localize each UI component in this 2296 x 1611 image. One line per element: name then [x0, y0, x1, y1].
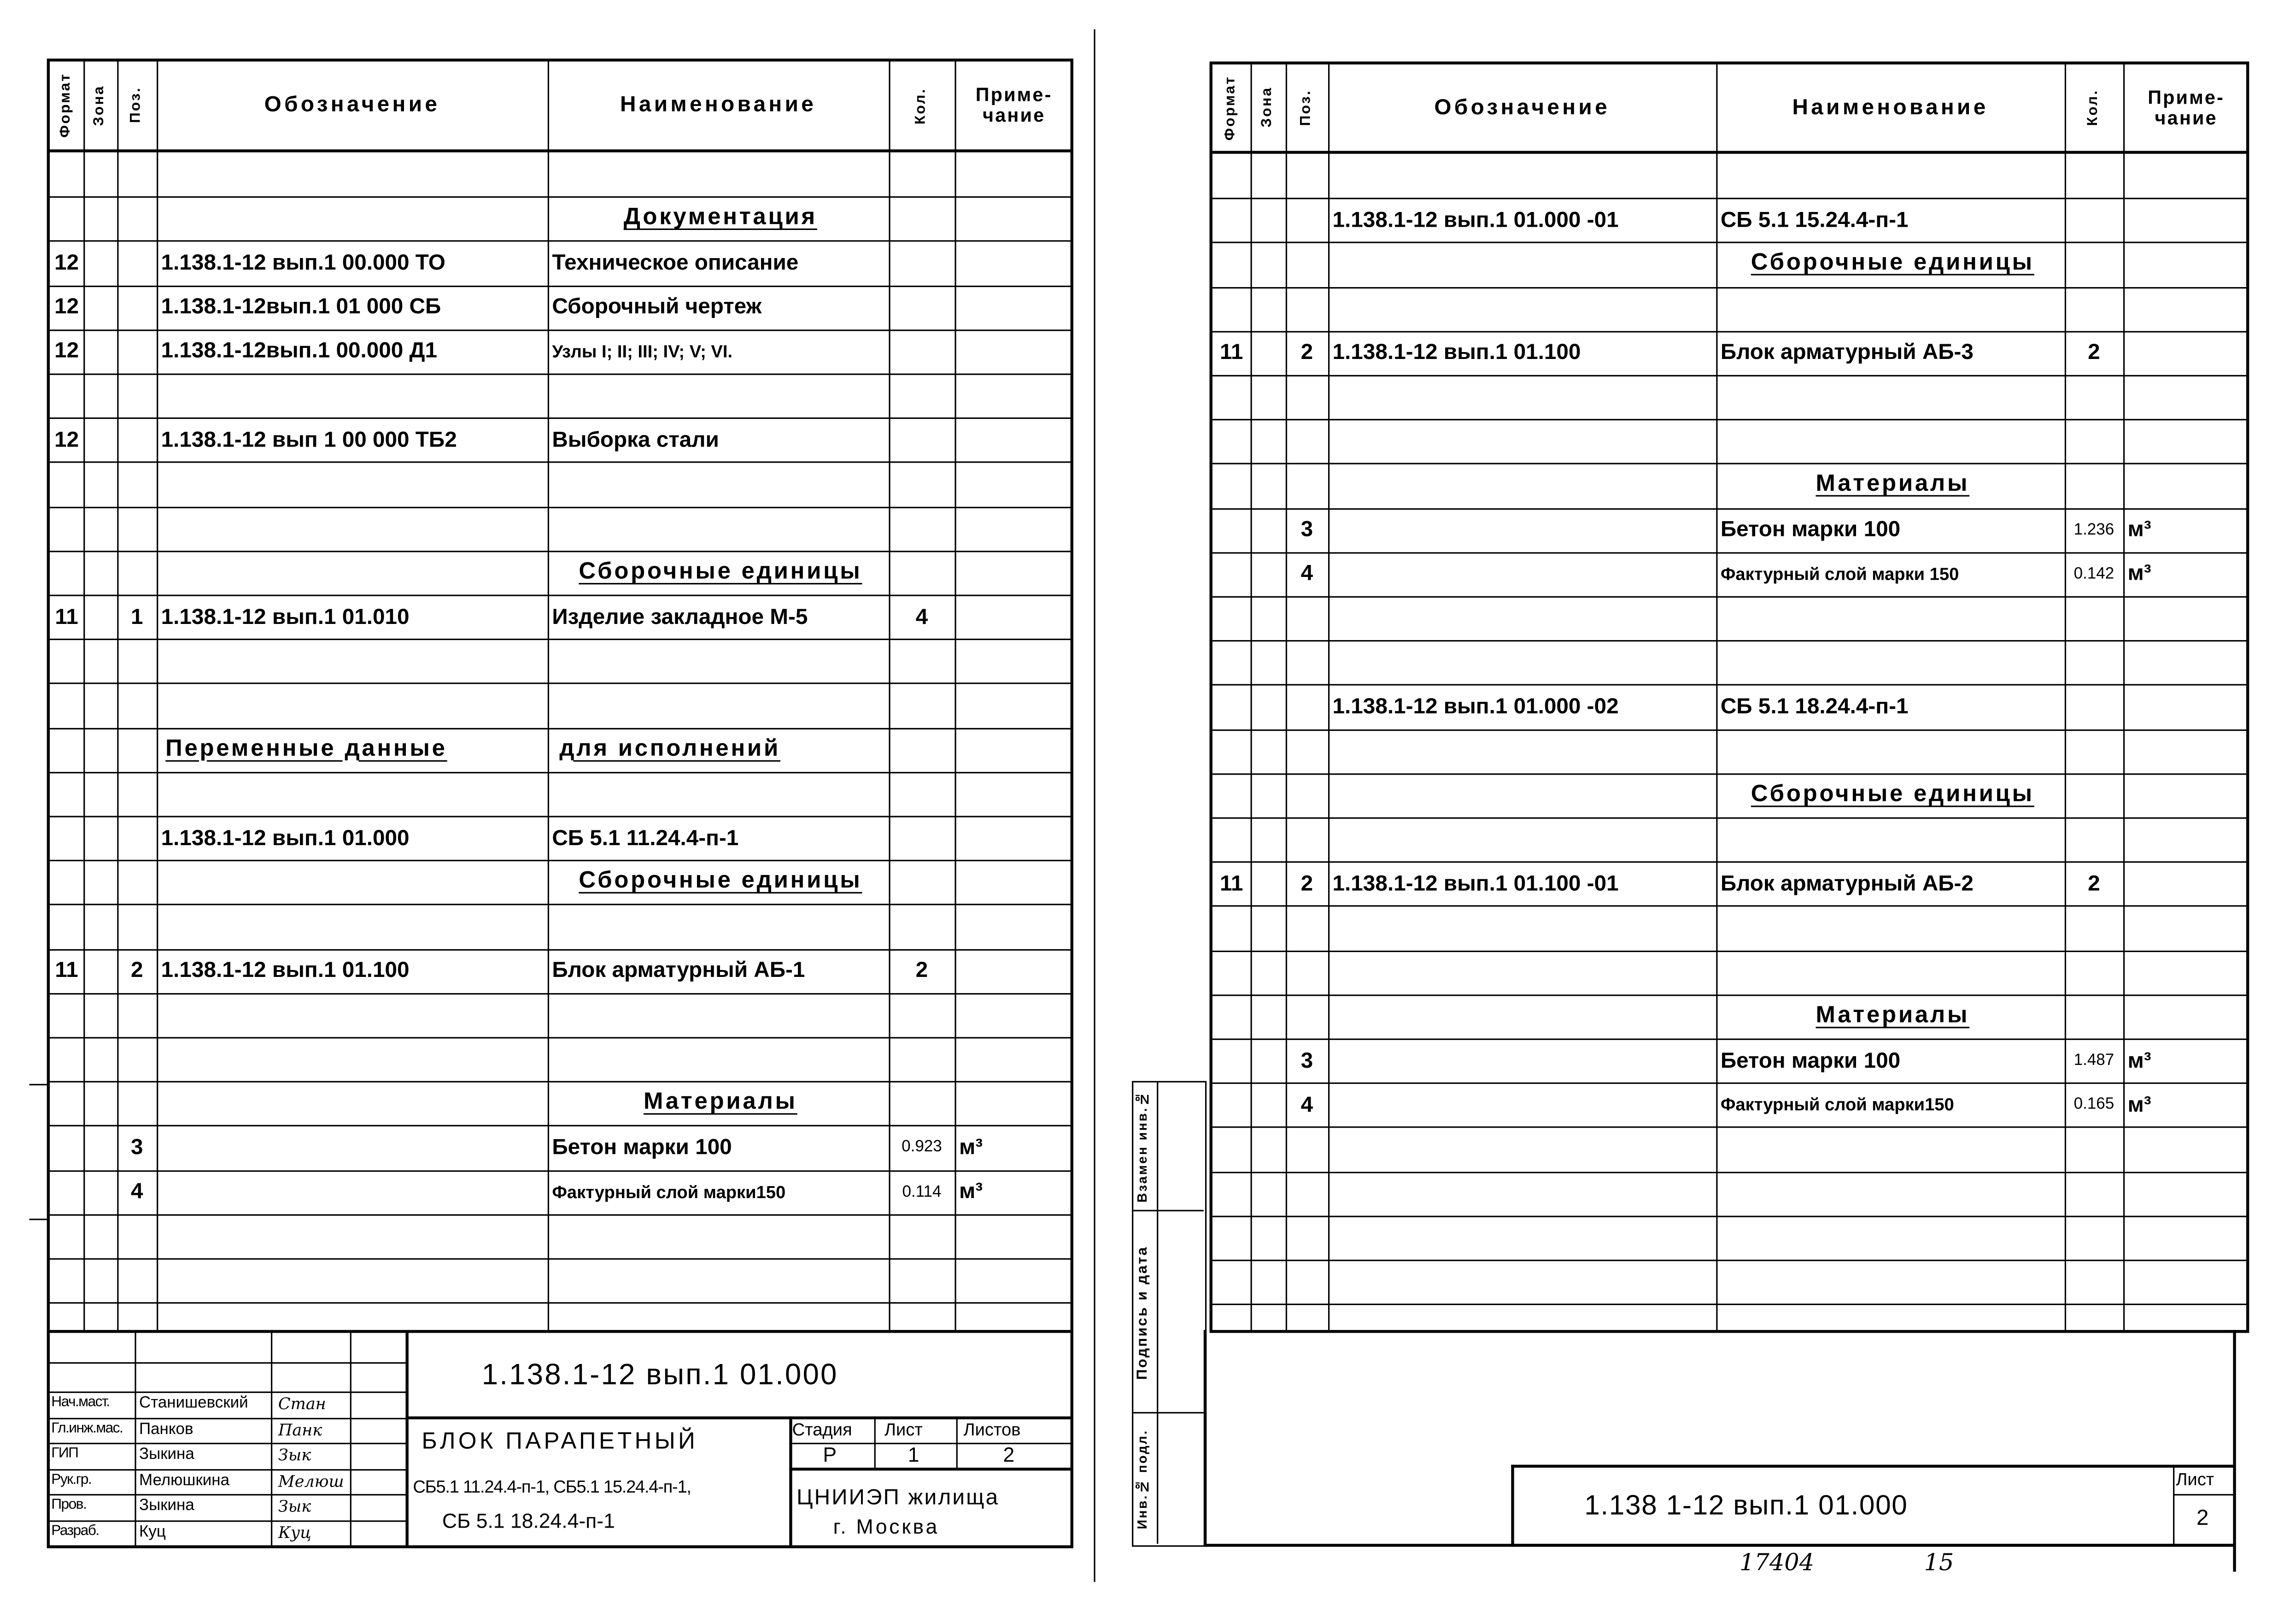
header-zone: Зона — [91, 85, 108, 126]
center-divider — [1094, 29, 1095, 1582]
cell-qty: 0.114 — [902, 1183, 942, 1201]
cell-name: Фактурный слой марки150 — [552, 1182, 786, 1202]
header-pos: Поз. — [128, 87, 145, 124]
signature-row — [50, 1469, 405, 1494]
cell-pos: 4 — [1300, 1092, 1313, 1117]
table-row — [50, 1170, 1073, 1214]
header-qty: Кол. — [913, 87, 929, 124]
cell-qty: 0.165 — [2073, 1096, 2114, 1114]
cell-note: м³ — [2127, 1048, 2151, 1073]
role-label: Пров. — [51, 1497, 87, 1513]
cell-name: Сборочные единицы — [579, 869, 862, 894]
cell-pos: 1 — [130, 604, 143, 629]
row-divider — [1212, 950, 2246, 952]
cell-name: Материалы — [1816, 1003, 1970, 1029]
table-row — [50, 1081, 1073, 1125]
person-name: Зыкина — [139, 1497, 194, 1515]
table-row — [1212, 508, 2249, 552]
row-divider — [1212, 1304, 2246, 1305]
table-row — [1212, 1039, 2249, 1083]
header-qty: Кол. — [2085, 89, 2102, 126]
role-label: ГИП — [51, 1446, 78, 1462]
row-divider — [1212, 906, 2246, 907]
divider — [956, 1417, 958, 1468]
signature-row — [50, 1392, 405, 1417]
row-divider — [50, 771, 1070, 773]
row-divider — [50, 904, 1070, 905]
header-note: Приме- чание — [2148, 85, 2225, 129]
cell-designation: 1.138.1-12вып.1 00.000 Д1 — [161, 339, 438, 364]
signature-row — [50, 1520, 405, 1546]
cell-name: Выборка стали — [552, 427, 719, 453]
header-designation: Обозначение — [1434, 94, 1610, 120]
cell-qty: 2 — [2088, 340, 2100, 365]
right-specification-table — [1210, 62, 2249, 1333]
row-divider — [1212, 287, 2246, 288]
cell-name: Блок арматурный АБ-3 — [1720, 340, 1974, 365]
cell-name: Сборочные единицы — [1751, 782, 2034, 807]
cell-format: 12 — [54, 339, 79, 364]
header-note: Приме- чание — [975, 83, 1053, 126]
row-divider — [1212, 375, 2246, 376]
person-name: Куц — [139, 1523, 166, 1540]
cell-name: Сборочный чертеж — [552, 294, 762, 320]
cell-pos: 3 — [1300, 517, 1313, 542]
cell-pos: 4 — [130, 1179, 143, 1205]
row-divider — [50, 462, 1070, 464]
cell-pos: 2 — [130, 958, 143, 983]
cell-qty: 0.923 — [902, 1139, 942, 1157]
cell-qty: 4 — [915, 604, 928, 629]
cell-pos: 2 — [1300, 340, 1313, 365]
row-divider — [50, 1362, 405, 1364]
header-pos: Поз. — [1298, 89, 1314, 126]
signature-date-label: Подпись и дата — [1135, 1245, 1151, 1380]
table-row — [50, 948, 1073, 993]
cell-qty: 1.487 — [2073, 1052, 2114, 1070]
sheets-value: 2 — [1003, 1442, 1015, 1466]
table-header — [1212, 65, 2246, 154]
signatures-grid — [50, 1333, 405, 1546]
document-code: 1.138.1-12 вып.1 01.000 — [481, 1359, 838, 1392]
divider — [789, 1468, 1072, 1470]
cell-name: Фактурный слой марки150 — [1720, 1094, 1954, 1115]
row-divider — [50, 374, 1070, 375]
signature: Зык — [278, 1446, 311, 1465]
cell-designation: 1.138.1-12 вып.1 01.010 — [161, 604, 410, 629]
cell-name: для исполнений — [559, 736, 780, 761]
margin-tick — [29, 1219, 47, 1220]
table-row — [1212, 994, 2249, 1039]
row-divider — [1212, 1260, 2246, 1261]
archive-number: 17404 — [1740, 1548, 1814, 1576]
cell-qty: 0.142 — [2073, 565, 2114, 583]
table-row — [1212, 198, 2249, 242]
signature-row — [50, 1443, 405, 1469]
header-format: Формат — [58, 73, 74, 138]
stamp-sheet-value: 2 — [2196, 1505, 2209, 1531]
page-number: 15 — [1924, 1548, 1954, 1576]
cell-name: Узлы I; II; III; IV; V; VI. — [552, 341, 733, 362]
organization-name: ЦНИИЭП жилища — [797, 1485, 1000, 1511]
cell-note: м³ — [2127, 517, 2151, 542]
cell-name: Изделие закладное М-5 — [552, 604, 808, 629]
table-row — [50, 1125, 1073, 1170]
signature: Зык — [278, 1497, 311, 1516]
cell-name: Бетон марки 100 — [552, 1135, 732, 1160]
row-divider — [50, 683, 1070, 684]
person-name: Зыкина — [139, 1446, 194, 1464]
cell-name: Блок арматурный АБ-2 — [1720, 871, 1974, 896]
table-row — [1212, 773, 2249, 817]
stage-value: Р — [823, 1442, 837, 1466]
row-divider — [1212, 596, 2246, 598]
cell-note: м³ — [2127, 561, 2151, 587]
replace-inv-label: Взамен инв.№ — [1135, 1091, 1150, 1203]
signature: Мелюш — [278, 1471, 344, 1491]
cell-format: 11 — [55, 958, 78, 983]
cell-format: 12 — [54, 427, 79, 453]
row-divider — [1212, 641, 2246, 642]
header-name: Наименование — [1792, 94, 1989, 120]
person-name: Панков — [139, 1420, 193, 1438]
table-row — [1212, 685, 2249, 729]
table-row — [1212, 331, 2249, 375]
table-row — [50, 197, 1073, 241]
cell-name: Бетон марки 100 — [1720, 517, 1901, 542]
cell-name: Фактурный слой марки 150 — [1720, 564, 1959, 584]
person-name: Мелюшкина — [139, 1471, 230, 1489]
right-stamp — [1511, 1465, 2234, 1547]
row-divider — [50, 993, 1070, 994]
role-label: Разраб. — [51, 1523, 99, 1539]
left-title-block — [47, 1330, 1073, 1548]
cell-pos: 3 — [1300, 1048, 1313, 1073]
signature-row — [50, 1417, 405, 1443]
cell-designation: 1.138.1-12 вып.1 01.100 — [1332, 340, 1581, 365]
row-divider — [1212, 1171, 2246, 1173]
cell-format: 11 — [1219, 340, 1243, 365]
table-row — [50, 329, 1073, 374]
stamp-sheet-label: Лист — [2176, 1469, 2214, 1490]
header-zone: Зона — [1259, 87, 1276, 129]
stage-label: Стадия — [792, 1419, 852, 1440]
sheet-value: 1 — [908, 1442, 920, 1466]
cell-name: СБ 5.1 11.24.4-п-1 — [552, 825, 739, 851]
cell-name: Сборочные единицы — [579, 559, 862, 584]
table-row — [1212, 1083, 2249, 1127]
person-name: Станишевский — [139, 1394, 248, 1412]
sheet-label: Лист — [884, 1419, 923, 1440]
row-divider — [50, 639, 1070, 640]
cell-pos: 4 — [1300, 561, 1313, 587]
cell-name: Материалы — [643, 1090, 797, 1115]
cell-name: СБ 5.1 18.24.4-п-1 — [1720, 694, 1909, 719]
left-specification-table — [47, 59, 1073, 1548]
cell-name: Материалы — [1816, 472, 1970, 498]
cell-designation: 1.138.1-12 вып.1 01.100 — [161, 958, 410, 983]
cell-name: Блок арматурный АБ-1 — [552, 958, 805, 983]
table-row — [1212, 552, 2249, 596]
row-divider — [1212, 1127, 2246, 1129]
row-divider — [50, 506, 1070, 508]
header-format: Формат — [1223, 75, 1239, 141]
table-row — [50, 816, 1073, 860]
table-row — [1212, 242, 2249, 287]
row-divider — [1212, 729, 2246, 730]
margin-tick — [29, 1084, 47, 1085]
table-row — [1212, 464, 2249, 508]
role-label: Рук.гр. — [51, 1471, 92, 1488]
row-divider — [1212, 1216, 2246, 1217]
cell-name: Сборочные единицы — [1751, 251, 2034, 276]
row-divider — [50, 1214, 1070, 1215]
table-row — [50, 551, 1073, 595]
cell-designation: 1.138.1-12 вып 1 00 000 ТБ2 — [161, 427, 457, 453]
cell-designation: 1.138.1-12 вып.1 01.000 -02 — [1332, 694, 1619, 719]
cell-qty: 2 — [915, 958, 928, 983]
cell-designation: 1.138.1-12 вып.1 01.100 -01 — [1332, 871, 1619, 896]
cell-designation: Переменные данные — [165, 736, 447, 761]
cell-format: 12 — [54, 294, 79, 320]
side-strip — [1132, 1081, 1207, 1547]
table-row — [50, 860, 1073, 904]
cell-pos: 3 — [130, 1135, 143, 1160]
row-divider — [1212, 419, 2246, 421]
row-divider — [50, 1258, 1070, 1259]
cell-qty: 1.236 — [2073, 521, 2114, 539]
signature: Панк — [278, 1420, 322, 1439]
cell-format: 12 — [54, 250, 79, 276]
cell-format: 11 — [55, 604, 78, 629]
cell-designation: 1.138.1-12 вып.1 01.000 — [161, 825, 410, 851]
stamp-code: 1.138 1-12 вып.1 01.000 — [1584, 1491, 1908, 1522]
cell-designation: 1.138.1-12 вып.1 00.000 ТО — [161, 250, 445, 276]
row-divider — [1212, 817, 2246, 819]
cell-pos: 2 — [1300, 871, 1313, 896]
table-header — [50, 62, 1070, 153]
divider — [874, 1417, 876, 1468]
cell-format: 11 — [1219, 871, 1243, 896]
organization-city: г. Москва — [833, 1514, 940, 1538]
document-subtitle-1: СБ5.1 11.24.4-п-1, СБ5.1 15.24.4-п-1, — [413, 1476, 691, 1497]
signature: Куц — [278, 1523, 311, 1542]
cell-name: Техническое описание — [552, 250, 799, 276]
signature-row — [50, 1494, 405, 1520]
cell-designation: 1.138.1-12 вып.1 01.000 -01 — [1332, 207, 1619, 233]
role-label: Нач.маст. — [51, 1394, 110, 1411]
inv-orig-label: Инв.№ подл. — [1135, 1429, 1150, 1529]
table-row — [50, 285, 1073, 329]
header-name: Наименование — [620, 92, 817, 118]
cell-note: м³ — [959, 1179, 983, 1205]
header-designation: Обозначение — [264, 92, 440, 118]
role-label: Гл.инж.мас. — [51, 1420, 123, 1436]
table-row — [50, 727, 1073, 771]
cell-name: СБ 5.1 15.24.4-п-1 — [1720, 207, 1909, 233]
cell-name: Документация — [623, 205, 817, 230]
row-divider — [50, 1037, 1070, 1038]
cell-note: м³ — [959, 1135, 983, 1160]
table-row — [1212, 862, 2249, 906]
cell-qty: 2 — [2088, 871, 2100, 896]
table-row — [50, 417, 1073, 462]
cell-note: м³ — [2127, 1092, 2151, 1117]
cell-name: Бетон марки 100 — [1720, 1048, 1901, 1073]
table-row — [50, 241, 1073, 285]
document-title: БЛОК ПАРАПЕТНЫЙ — [422, 1429, 698, 1455]
document-subtitle-2: СБ 5.1 18.24.4-п-1 — [442, 1508, 615, 1532]
table-row — [50, 595, 1073, 639]
sheets-label: Листов — [963, 1419, 1021, 1440]
signature: Стан — [278, 1394, 326, 1414]
divider — [405, 1333, 408, 1546]
row-divider — [50, 1302, 1070, 1304]
cell-designation: 1.138.1-12вып.1 01 000 СБ — [161, 294, 441, 320]
